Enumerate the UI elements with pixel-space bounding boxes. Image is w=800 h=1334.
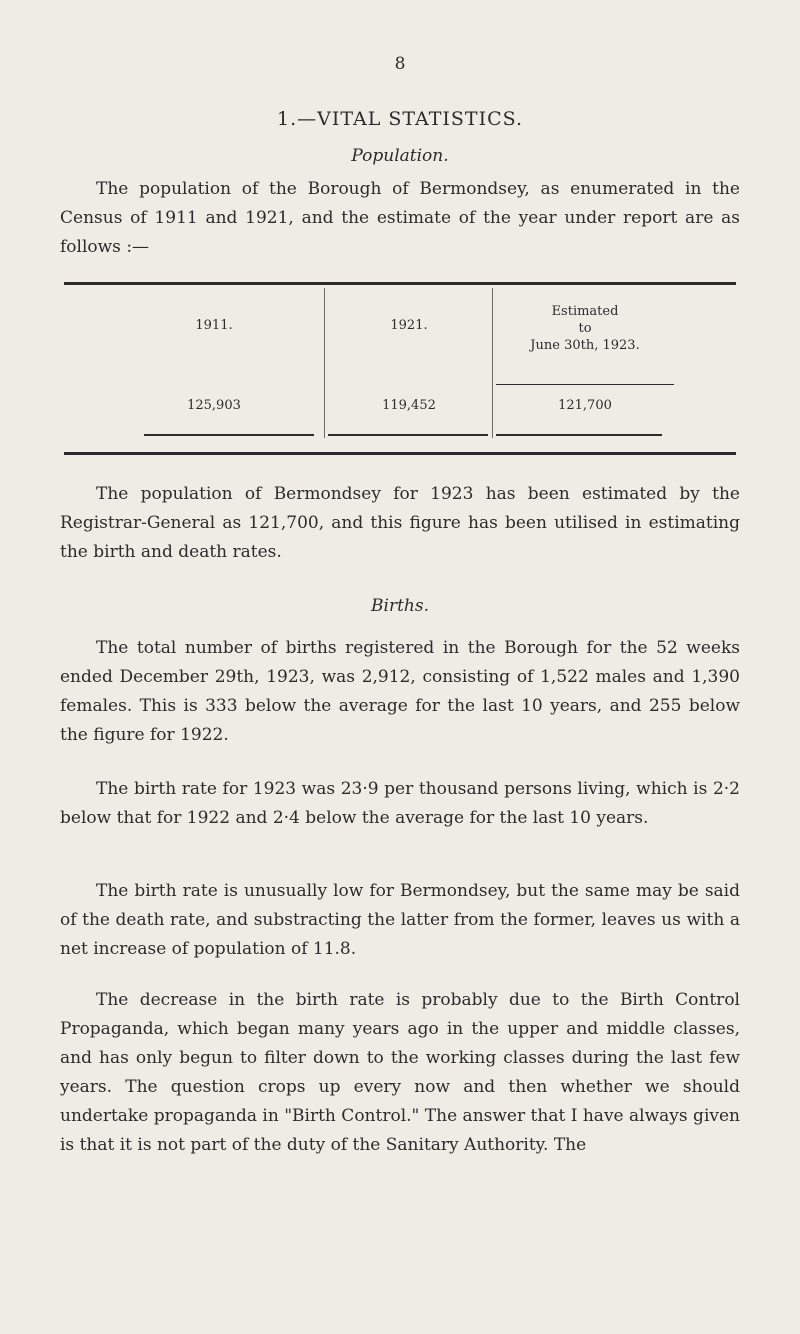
population-table [64, 282, 736, 458]
births-paragraph-3: The birth rate is unusually low for Bermondsey, but the same may be said of the death rate, and substracting the latter from the former, leaves us with a net increase of population of 11.8. [60, 881, 740, 959]
births-heading: Births. [371, 596, 429, 616]
header-1921: 1921. [390, 318, 428, 333]
header-to: to [578, 321, 592, 336]
header-1911: 1911. [195, 318, 233, 333]
value-1911: 125,903 [187, 398, 241, 413]
value-underline [328, 434, 488, 436]
value-underline [144, 434, 314, 436]
table-top-rule [64, 282, 736, 285]
value-underline [496, 434, 662, 436]
table-column-divider [324, 288, 325, 438]
births-paragraph-4: The decrease in the birth rate is probably due to the Birth Control Propaganda, which began many years ago in the upper and middle classes, and has only begun to filter down to the working classes during the last few years. The question crops up every now and then whether we should undertake propaganda in "Birth Control." The answer that I have always given is that it is not part of the duty of the Sanitary Authority. The [60, 990, 740, 1155]
value-1921: 119,452 [382, 398, 436, 413]
births-paragraph-1: The total number of births registered in the Borough for the 52 weeks ended December 29th, 1923, was 2,912, consisting of 1,522 males and 1,390 females. This is 333 below the average for the last 10 years, and 255 below the figure for 1922. [60, 638, 740, 745]
value-1923: 121,700 [558, 398, 612, 413]
header-estimated: Estimated [551, 304, 619, 319]
population-intro: The population of the Borough of Bermondsey, as enumerated in the Census of 1911 and 1921, and the estimate of the year under report are as follows :— [60, 179, 740, 257]
page-number: 8 [394, 54, 406, 74]
table-bottom-rule [64, 452, 736, 455]
population-heading: Population. [351, 146, 449, 166]
table-column-divider [492, 288, 493, 438]
population-note: The population of Bermondsey for 1923 has been estimated by the Registrar-General as 121,700, and this figure has been utilised in estimating the birth and death rates. [60, 484, 740, 562]
births-paragraph-2: The birth rate for 1923 was 23·9 per thousand persons living, which is 2·2 below that for 1922 and 2·4 below the average for the last 10 years. [60, 779, 740, 828]
header-june-1923: June 30th, 1923. [530, 338, 640, 353]
section-title: 1.—VITAL STATISTICS. [277, 108, 523, 130]
estimate-header-rule [496, 384, 674, 385]
